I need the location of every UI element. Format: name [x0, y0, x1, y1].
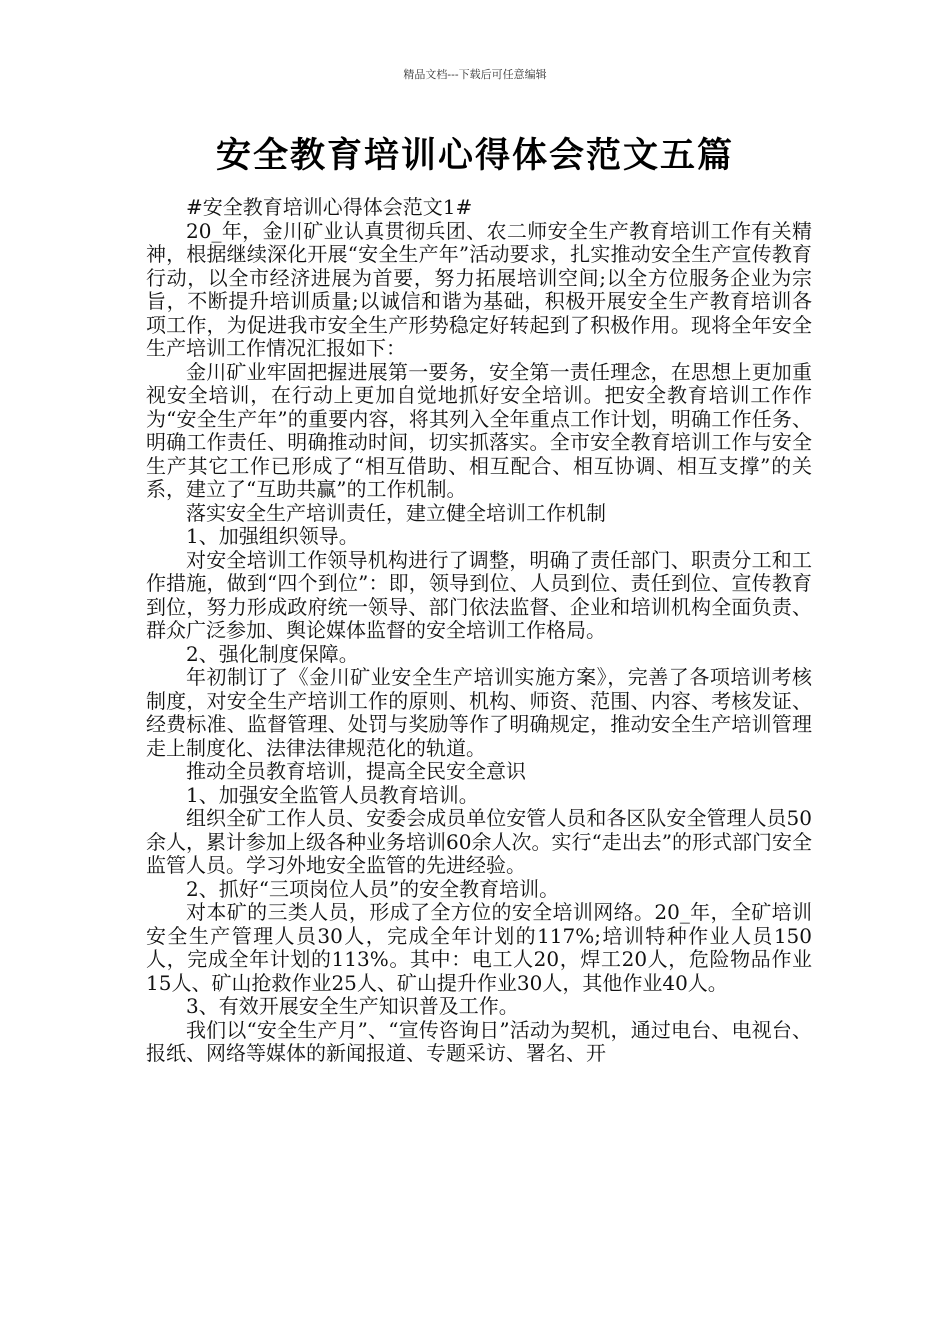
paragraph-subheading: 推动全员教育培训，提高全民安全意识	[186, 759, 526, 783]
paragraph: 组织全矿工作人员、安委会成员单位安管人员和各区队安全管理人员50余人，累计参加上级各种业务培训60余人次。实行“走出去”的形式部门安全监管人员。学习外地安全监管的先进经验。	[146, 806, 812, 877]
header-note: 精品文档---下载后可任意编辑	[403, 68, 547, 81]
paragraph-list-heading: 2、强化制度保障。	[186, 641, 359, 666]
paragraph-list-heading: 1、加强组织领导。	[186, 524, 359, 548]
paragraph-list-heading: 3、有效开展安全生产知识普及工作。	[186, 994, 519, 1018]
paragraph: 金川矿业牢固把握进展第一要务，安全第一责任理念，在思想上更加重视安全培训，在行动上更加自觉地抓好安全培训。把安全教育培训工作作为“安全生产年”的重要内容，将其列入全年重点工作计划，明确工作任务、明确工作责任、明确推动时间，切实抓落实。全市安全教育培训工作与安全生产其它工作已形成了“相互借助、相互配合、相互协调、相互支撑”的关系，建立了“互助共赢”的工作机制。	[146, 359, 812, 501]
paragraph-list-heading: 1、加强安全监管人员教育培训。	[186, 782, 479, 807]
paragraph: 年初制订了《金川矿业安全生产培训实施方案》，完善了各项培训考核制度，对安全生产培训工作的原则、机构、师资、范围、内容、考核发证、经费标准、监督管理、处罚与奖励等作了明确规定，推动安全生产培训管理走上制度化、法律法律规范化的轨道。	[146, 665, 812, 760]
paragraph-intro: 20_年，金川矿业认真贯彻兵团、农二师安全生产教育培训工作有关精神，根据继续深化开展“安全生产年”活动要求，扎实推动安全生产宣传教育行动，以全市经济进展为首要，努力拓展培训空间;以全方位服务企业为宗旨，不断提升培训质量;以诚信和谐为基础，积极开展安全生产教育培训各项工作，为促进我市安全生产形势稳定好转起到了积极作用。现将全年安全生产培训工作情况汇报如下：	[146, 218, 812, 360]
document-body	[146, 196, 812, 1066]
paragraph: 对本矿的三类人员，形成了全方位的安全培训网络。20_年，全矿培训安全生产管理人员30人，完成全年计划的117%;培训特种作业人员150人，完成全年计划的113%。其中：电工人20，焊工20人，危险物品作业15人、矿山抢救作业25人、矿山提升作业30人，其他作业40人。	[146, 900, 812, 995]
paragraph-section-heading: #安全教育培训心得体会范文1#	[186, 195, 473, 219]
paragraph: 对安全培训工作领导机构进行了调整，明确了责任部门、职责分工和工作措施，做到“四个到位”：即，领导到位、人员到位、责任到位、宣传教育到位，努力形成政府统一领导、部门依法监督、企业和培训机构全面负责、群众广泛参加、舆论媒体监督的安全培训工作格局。	[146, 547, 812, 642]
document-title: 安全教育培训心得体会范文五篇	[215, 135, 734, 176]
paragraph-list-heading: 2、抓好“三项岗位人员”的安全教育培训。	[186, 876, 560, 901]
paragraph: 我们以“安全生产月”、“宣传咨询日”活动为契机，通过电台、电视台、报纸、网络等媒体的新闻报道、专题采访、署名、开	[146, 1017, 812, 1065]
paragraph-subheading: 落实安全生产培训责任，建立健全培训工作机制	[186, 500, 606, 525]
